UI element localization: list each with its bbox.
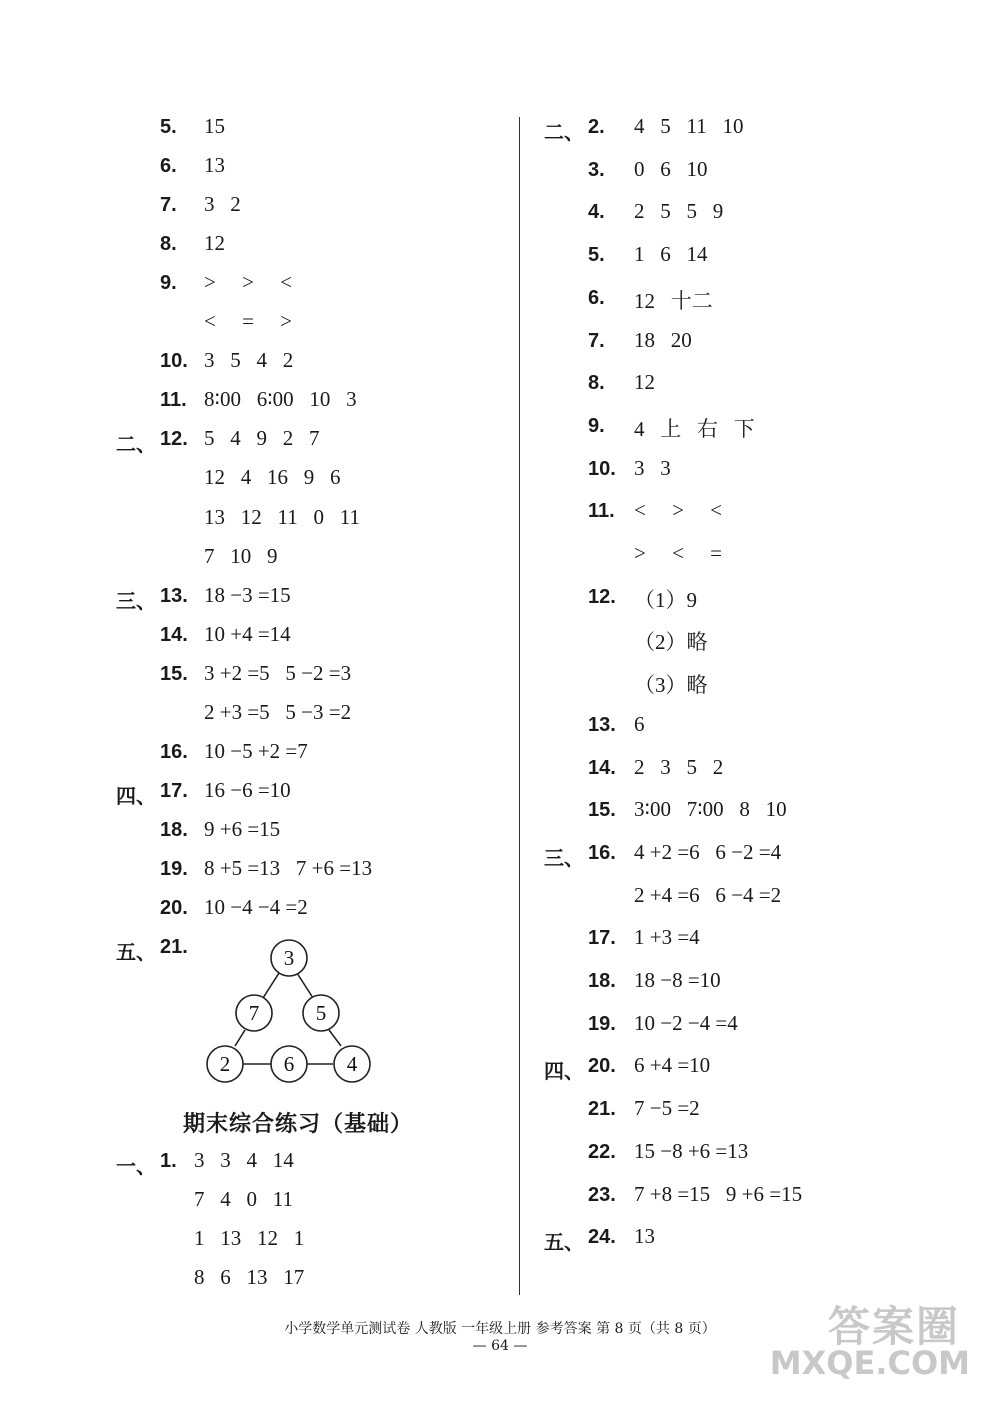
question-number: 24.: [588, 1226, 616, 1249]
question-number: 19.: [588, 1012, 616, 1035]
question-number: 14.: [160, 623, 188, 646]
answer-text: 12: [204, 231, 225, 256]
answer-text: 10 −5 +2 =7: [204, 738, 308, 763]
section-marker: 三、: [544, 845, 584, 870]
answer-text: 13 12 11 0 11: [204, 504, 360, 529]
footer-caption: 小学数学单元测试卷 人教版 一年级上册 参考答案 第 8 页（共 8 页）: [284, 1321, 716, 1337]
question-number: 7.: [588, 329, 605, 352]
answer-text: （3）略: [634, 673, 708, 698]
answer-text: 1 6 14: [634, 242, 708, 267]
triangle-node-top: 3: [283, 946, 295, 970]
question-number: 5.: [160, 116, 177, 138]
question-number: 6.: [588, 286, 605, 309]
question-number: 1.: [160, 1150, 177, 1172]
triangle-node-bottom-mid: 6: [283, 1052, 295, 1076]
question-number: 5.: [588, 244, 605, 267]
answer-text: 3 3 4 14: [194, 1148, 294, 1172]
answer-text: 3 2: [204, 192, 241, 217]
section-marker: 三、: [116, 588, 156, 613]
answer-text: 18 −8 =10: [634, 968, 721, 992]
question-number: 21.: [588, 1098, 616, 1121]
answer-text: 2 3 5 2: [634, 754, 724, 779]
number-triangle-diagram: [195, 930, 385, 1090]
answer-text: 9 +6 =15: [204, 816, 281, 841]
answer-text: < > <: [634, 498, 723, 523]
question-number: 9.: [160, 272, 177, 295]
answer-text: （2）略: [634, 630, 708, 655]
question-number: 13.: [160, 584, 188, 607]
question-number: 15.: [588, 799, 616, 822]
triangle-node-bottom-left: 2: [219, 1052, 231, 1076]
page-number: — 64 —: [472, 1338, 528, 1354]
section-marker: 一、: [116, 1154, 156, 1178]
question-number: 11.: [588, 500, 615, 523]
answer-text: 7 +8 =15 9 +6 =15: [634, 1181, 803, 1206]
question-number: 19.: [160, 857, 188, 880]
watermark-url: MXQE.COM: [769, 1344, 970, 1382]
triangle-node-mid-left: 7: [248, 1001, 260, 1025]
question-number: 17.: [588, 927, 616, 950]
answer-text: 10 −4 −4 =2: [204, 895, 308, 919]
answer-text: < = >: [204, 309, 293, 334]
question-number: 10.: [160, 350, 188, 373]
answer-text: 5 4 9 2 7: [204, 426, 320, 451]
answer-text: 6 +4 =10: [634, 1053, 711, 1078]
question-number: 21.: [160, 936, 188, 959]
question-number: 14.: [588, 756, 616, 779]
answer-text: 10 +4 =14: [204, 621, 291, 646]
section-marker: 五、: [544, 1230, 584, 1255]
answer-text: 12 十二: [634, 288, 713, 313]
answer-text: 4 上 右 下: [634, 416, 755, 441]
question-number: 20.: [588, 1055, 616, 1078]
column-divider: [519, 117, 520, 1295]
section-marker: 二、: [116, 432, 156, 457]
answer-text: 8∶00 6∶00 10 3: [204, 387, 357, 412]
answer-text: 10 −2 −4 =4: [634, 1010, 738, 1035]
answer-text: 2 5 5 9: [634, 199, 724, 224]
section-marker: 四、: [544, 1059, 584, 1084]
question-number: 20.: [160, 897, 188, 919]
question-number: 8.: [588, 372, 605, 395]
question-number: 3.: [588, 158, 605, 181]
question-number: 18.: [588, 970, 616, 992]
question-number: 7.: [160, 194, 177, 217]
answer-text: 8 +5 =13 7 +6 =13: [204, 855, 373, 880]
triangle-node-mid-right: 5: [315, 1001, 327, 1025]
answer-text: 6: [634, 711, 645, 736]
question-number: 6.: [160, 155, 177, 178]
question-number: 9.: [588, 414, 605, 437]
answer-text: 2 +3 =5 5 −3 =2: [204, 699, 352, 724]
answer-text: （1）9: [634, 587, 697, 612]
answer-text: 7 4 0 11: [194, 1187, 293, 1211]
question-number: 13.: [588, 713, 616, 736]
answer-text: 3 +2 =5 5 −2 =3: [204, 660, 352, 685]
answer-text: 12 4 16 9 6: [204, 465, 341, 490]
answer-text: 4 5 11 10: [634, 114, 744, 138]
section-marker: 四、: [116, 783, 156, 808]
answer-text: 15: [204, 114, 225, 138]
question-number: 10.: [588, 457, 616, 480]
section-marker: 五、: [116, 940, 156, 965]
answer-text: 4 +2 =6 6 −2 =4: [634, 839, 782, 864]
answer-text: 1 13 12 1: [194, 1226, 305, 1250]
question-number: 15.: [160, 662, 188, 685]
question-number: 12.: [588, 585, 616, 608]
answer-text: > > <: [204, 270, 293, 295]
question-number: 2.: [588, 116, 605, 138]
answer-text: > < =: [634, 541, 723, 565]
question-number: 16.: [588, 841, 616, 864]
answer-text: 3∶00 7∶00 8 10: [634, 797, 787, 822]
answer-text: 12: [634, 370, 655, 395]
answer-text: 13: [204, 153, 225, 178]
answer-text: 18 20: [634, 327, 692, 352]
question-number: 8.: [160, 233, 177, 256]
answer-text: 2 +4 =6 6 −4 =2: [634, 882, 782, 907]
question-number: 22.: [588, 1140, 616, 1163]
answer-text: 1 +3 =4: [634, 925, 700, 950]
question-number: 18.: [160, 818, 188, 841]
answer-text: 3 5 4 2: [204, 348, 294, 373]
answer-text: 18 −3 =15: [204, 582, 291, 607]
answer-text: 7 10 9: [204, 543, 278, 568]
answer-text: 16 −6 =10: [204, 777, 291, 802]
answer-text: 7 −5 =2: [634, 1096, 700, 1121]
answer-text: 13: [634, 1224, 655, 1249]
answer-text: 0 6 10: [634, 156, 708, 181]
section-title: 期末综合练习（基础）: [183, 1112, 414, 1137]
question-number: 12.: [160, 428, 188, 451]
question-number: 11.: [160, 389, 187, 412]
answer-text: 8 6 13 17: [194, 1265, 305, 1289]
answer-text: 15 −8 +6 =13: [634, 1138, 749, 1163]
watermark-logo-text: 答案圈: [827, 1302, 960, 1351]
section-marker: 二、: [544, 120, 584, 144]
question-number: 23.: [588, 1183, 616, 1206]
answer-text: 3 3: [634, 455, 671, 480]
question-number: 4.: [588, 201, 605, 224]
triangle-node-bottom-right: 4: [346, 1052, 358, 1076]
question-number: 17.: [160, 779, 188, 802]
question-number: 16.: [160, 740, 188, 763]
